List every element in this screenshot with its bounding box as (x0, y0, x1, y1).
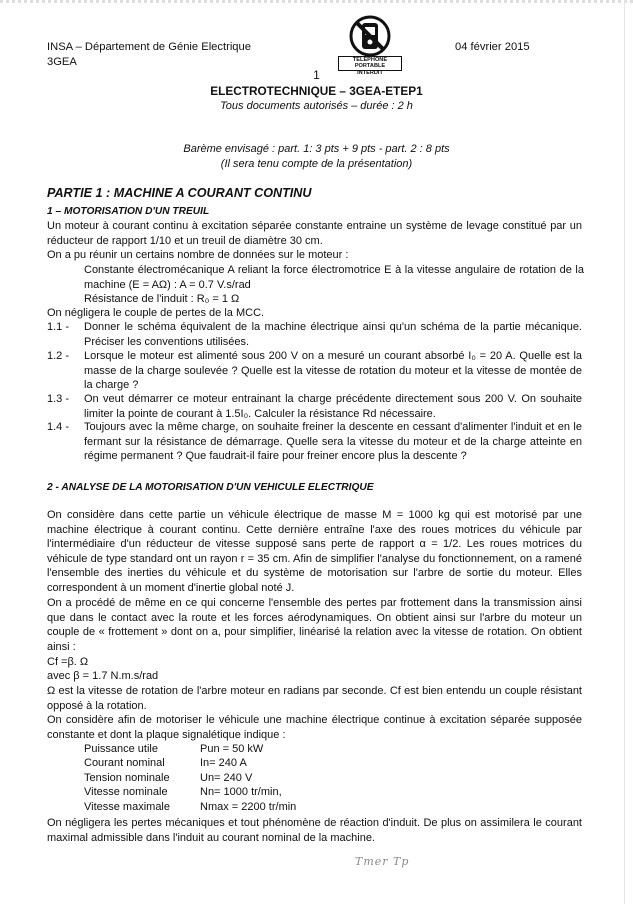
spec-row (84, 742, 484, 757)
spec-row (84, 800, 484, 815)
question-number: 1.3 - (47, 393, 70, 405)
part1-data-intro: On a pu réunir un certains nombre de données sur le moteur : (47, 249, 349, 261)
stamp-label-line2: INTERDIT (357, 69, 383, 76)
question-number: 1.1 - (47, 321, 70, 333)
question-1-2 (47, 349, 582, 394)
page-top-edge (0, 0, 633, 3)
question-number: 1.2 - (47, 350, 70, 362)
question-1-1 (47, 320, 582, 350)
institution: INSA – Département de Génie Electrique (47, 41, 251, 53)
page-right-edge (624, 0, 625, 904)
spec-row (84, 756, 484, 771)
phone-forbidden-icon (338, 14, 402, 58)
spec-label: Vitesse maximale (84, 801, 170, 813)
spec-value: Un= 240 V (200, 772, 253, 784)
question-number: 1.4 - (47, 421, 70, 433)
spec-value: In= 240 A (200, 757, 247, 769)
spec-label: Tension nominale (84, 772, 170, 784)
spec-label: Courant nominal (84, 757, 165, 769)
exam-subtitle: Tous documents autorisés – durée : 2 h (220, 100, 413, 112)
question-text: On veut démarrer ce moteur entrainant la charge précédente directement sous 200 V. On souhaite limiter la pointe de courant à 1.5I₀. Calculer la résistance Rd nécessaire. (84, 393, 582, 420)
grading-scale: Barème envisagé : part. 1: 3 pts + 9 pts - part. 2 : 8 pts (183, 143, 450, 155)
question-text: Lorsque le moteur est alimenté sous 200 V on a mesuré un courant absorbé I₀ = 20 A. Quelle est la masse de la charge soulevée ? Quelle est la vitesse de rotation du moteur et la vitesse de montée de la charge ? (84, 350, 582, 392)
question-text: Donner le schéma équivalent de la machine électrique ainsi qu'un schéma de la partie mécanique. Préciser les conventions utilisées. (84, 321, 582, 348)
stamp-label-line1: TELEPHONE PORTABLE (352, 57, 388, 70)
armature-resistance: Résistance de l'induit : R₀ = 1 Ω (84, 293, 240, 305)
spec-row (84, 785, 484, 800)
final-assumptions: On négligera les pertes mécaniques et tout phénomène de réaction d'induit. De plus on assimilera le courant maximal admissible dans l'induit au courant nominal de la machine. (47, 817, 582, 844)
spec-value: Nmax = 2200 tr/min (200, 801, 297, 813)
electromechanical-constant: Constante électromécanique A reliant la force électromotrice E à la vitesse angulaire de rotation de la machine (E = AΩ) : A = 0.7 V.s/rad (84, 264, 584, 291)
part1-subheading: 1 – MOTORISATION D'UN TREUIL (47, 206, 210, 217)
part1-intro: Un moteur à courant continu à excitation séparée constante entraine un système de levage constitué par un réducteur de rapport 1/10 et un treuil de diamètre 30 cm. (47, 220, 582, 247)
handwritten-signature: Tmer Tp (355, 855, 410, 868)
question-1-3 (47, 392, 582, 422)
presentation-note: (Il sera tenu compte de la présentation) (220, 158, 413, 170)
part2-vehicle-description: On considère dans cette partie un véhicule électrique de masse M = 1000 kg qui est motorisé par une machine électrique à courant continu. Cette dernière entraîne l'axe des roues motrices du véhicule par l'intermédiaire d'un réducteur de vitesse supposé sans perte de rapport α = 1/2. Les roues motrices du véhicule de type standard ont un rayon r = 35 cm. Afin de simplifier l'analyse du fonctionnement, on a ramené l'ensemble des inerties du véhicule et du système de motorisation sur l'arbre de sortie du moteur. Elles correspondent à un moment d'inertie global noté J. (47, 509, 582, 594)
spec-row (84, 771, 484, 786)
omega-definition: Ω est la vitesse de rotation de l'arbre moteur en radians par seconde. Cf est bien entendu un couple résistant opposé à la rotation. (47, 685, 582, 712)
part1-heading: PARTIE 1 : MACHINE A COURANT CONTINU (47, 186, 312, 200)
page-number: 1 (313, 68, 320, 82)
phone-forbidden-stamp (338, 14, 402, 74)
question-1-4 (47, 420, 582, 465)
part2-heading: 2 - ANALYSE DE LA MOTORISATION D'UN VEHICULE ELECTRIQUE (47, 482, 374, 493)
beta-value: avec β = 1.7 N.m.s/rad (47, 670, 159, 682)
spec-value: Nn= 1000 tr/min, (200, 786, 282, 798)
exam-date: 04 février 2015 (455, 41, 530, 53)
spec-value: Pun = 50 kW (200, 743, 264, 755)
spec-label: Puissance utile (84, 743, 158, 755)
class-name: 3GEA (47, 56, 77, 68)
neglect-note: On négligera le couple de pertes de la MCC. (47, 307, 265, 319)
friction-equation: Cf =β. Ω (47, 656, 89, 668)
part2-losses-description: On a procédé de même en ce qui concerne l'ensemble des pertes par frottement dans la transmission ainsi que dans le contact avec la route et les forces aérodynamiques. On obtient ainsi sur l'arbre du moteur un couple de « frottement » dont on a, pour simplifier, linéarisé la relation avec la vitesse de rotation. On obtient ainsi : (47, 597, 582, 653)
spec-label: Vitesse nominale (84, 786, 168, 798)
motor-intro: On considère afin de motoriser le véhicule une machine électrique continue à excitation séparée supposée constante et dont la plaque signalétique indique : (47, 714, 582, 741)
exam-title: ELECTROTECHNIQUE – 3GEA-ETEP1 (210, 84, 423, 98)
question-text: Toujours avec la même charge, on souhaite freiner la descente en cessant d'alimenter l'induit et en le fermant sur la résistance de démarrage. Quelle sera la vitesse du moteur et de la charge atteinte en régime permanent ? Que faudrait-il faire pour freiner encore plus la descente ? (84, 421, 582, 463)
